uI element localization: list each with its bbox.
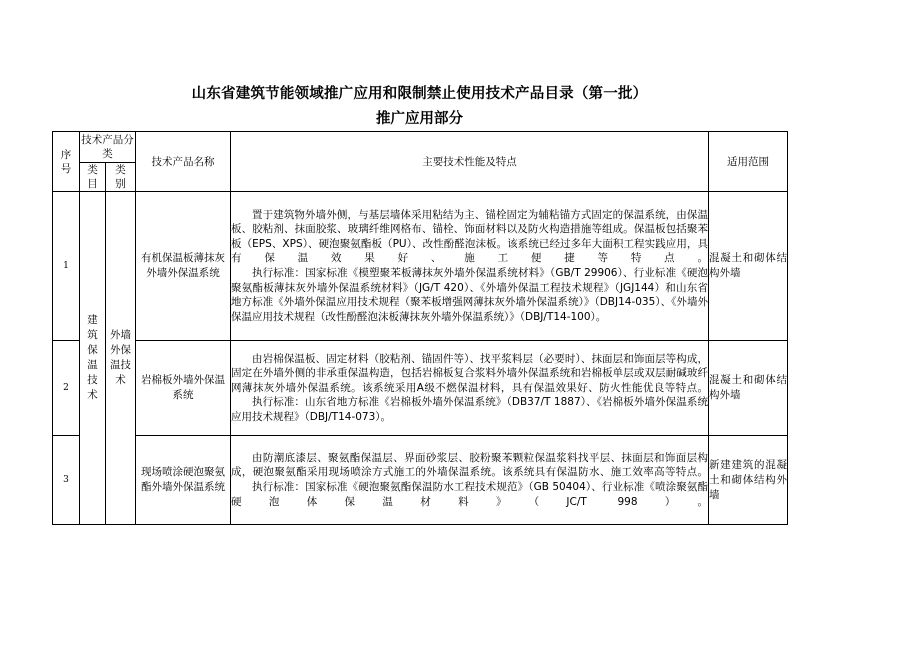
scope-value: 混凝土和砌体结构外墙	[709, 252, 787, 279]
header-cell-performance	[231, 132, 709, 192]
table-row	[53, 341, 788, 436]
performance-paragraph: 由防潮底漆层、聚氨酯保温层、界面砂浆层、胶粉聚苯颗粒保温浆料找平层、抹面层和饰面层构成，硬泡聚氨酯采用现场喷涂方式施工的外墙保温系统。该系统具有保温防水、施工效率高等特点。	[231, 451, 708, 479]
cell-seq: 3	[53, 436, 80, 525]
cell-product-name: 现场喷涂硬泡聚氨酯外墙外保温系统	[136, 436, 231, 525]
header-cell-seq	[53, 132, 80, 192]
cell-seq: 1	[53, 192, 80, 341]
cell-category-primary	[80, 192, 106, 525]
header-cell-category-primary	[80, 163, 106, 192]
table-row	[53, 192, 788, 341]
cell-performance	[231, 192, 709, 341]
category-primary-value: 建筑保温技术	[87, 314, 98, 401]
header-label-category-group: 技术产品分类	[81, 134, 134, 160]
header-cell-category-group	[80, 132, 136, 163]
header-label-product-name: 技术产品名称	[151, 155, 215, 168]
cell-performance	[231, 341, 709, 436]
performance-paragraph: 执行标准：国家标准《硬泡聚氨酯保温防水工程技术规范》（GB 50404）、行业标准《喷涂聚氨酯硬泡体保温材料》（JC/T 998）。	[231, 481, 708, 508]
cell-seq: 2	[53, 341, 80, 436]
performance-paragraph: 执行标准：山东省地方标准《岩棉板外墙外保温系统》（DB37/T 1887）、《岩棉板外墙外保温系统应用技术规程》（DBJ/T14-073）。	[231, 396, 708, 423]
category-secondary-value: 外墙外保温技术	[110, 329, 131, 386]
cell-product-name: 有机保温板薄抹灰外墙外保温系统	[136, 192, 231, 341]
cell-scope	[709, 436, 788, 525]
performance-paragraph: 由岩棉保温板、固定材料（胶粘剂、锚固件等）、找平浆料层（必要时）、抹面层和饰面层等构成，固定在外墙外侧的非承重保温构造，包括岩棉板复合浆料外墙外保温系统和岩棉板单层或双层耐碱玻纤网薄抹灰外墙外保温系统。该系统采用A级不燃保温材料，具有保温效果好、防火性能优良等特点。	[231, 352, 708, 394]
cell-scope	[709, 192, 788, 341]
cell-category-secondary	[106, 192, 136, 525]
table-header-row-top	[53, 132, 788, 163]
scope-value: 新建建筑的混凝土和砌体结构外墙	[709, 458, 787, 501]
cell-performance	[231, 436, 709, 525]
header-label-seq: 序号	[60, 148, 72, 175]
header-label-scope: 适用范围	[727, 155, 769, 168]
cell-scope	[709, 341, 788, 436]
table-row	[53, 436, 788, 525]
header-label-performance: 主要技术性能及特点	[422, 155, 517, 168]
header-cell-category-secondary	[106, 163, 136, 192]
page-subtitle: 推广应用部分	[376, 111, 463, 127]
header-label-category-primary: 类目	[87, 164, 98, 190]
performance-paragraph: 置于建筑物外墙外侧，与基层墙体采用粘结为主、锚栓固定为辅粘锚方式固定的保温系统，由保温板、胶粘剂、抹面胶浆、玻璃纤维网格布、锚栓、饰面材料以及防火构造措施等组成。保温板包括聚苯板（EPS、XPS）、硬泡聚氨酯板（PU）、改性酚醛泡沫板。该系统已经过多年大面积工程实践应用，具有保温效果好、施工便捷等特点。	[231, 208, 708, 265]
performance-paragraph: 执行标准：国家标准《模塑聚苯板薄抹灰外墙外保温系统材料》（GB/T 29906）、行业标准《硬泡聚氨酯板薄抹灰外墙外保温系统材料》（JG/T 420）、《外墙外保温工程技术规程》（JGJ144）和山东省地方标准《外墙外保温应用技术规程（聚苯板增强网薄抹灰外墙外保温系统）》（DBJ14-035）、《外墙外保温应用技术规程（改性酚醛泡沫板薄抹灰外墙外保温系统）》（DBJ/T14-100）。	[231, 267, 708, 323]
header-label-category-secondary: 类别	[115, 164, 126, 190]
technology-product-catalog-table	[52, 131, 788, 525]
header-cell-scope	[709, 132, 788, 192]
scope-value: 混凝土和砌体结构外墙	[709, 374, 787, 401]
page-title: 山东省建筑节能领域推广应用和限制禁止使用技术产品目录（第一批）	[191, 86, 648, 102]
cell-product-name: 岩棉板外墙外保温系统	[136, 341, 231, 436]
document-title-block	[52, 84, 787, 129]
header-cell-product-name	[136, 132, 231, 192]
